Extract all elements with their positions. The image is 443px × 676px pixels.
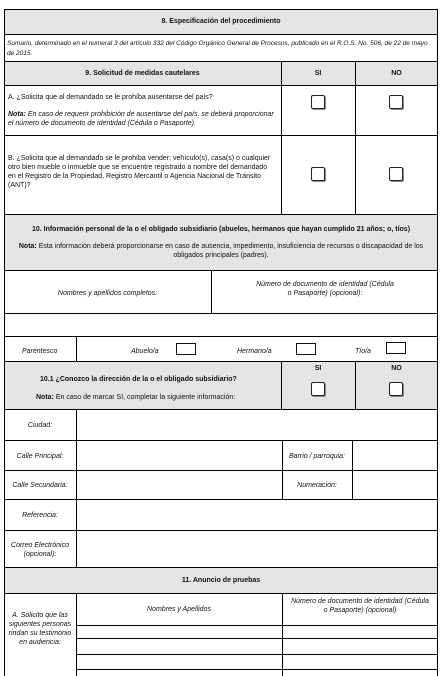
ciudad-label: Ciudad: [27, 422, 53, 429]
names-label: Nombres y apellidos completos: [57, 290, 158, 297]
witness-name-input-3[interactable] [78, 656, 281, 668]
numeracion-label: Numeración: [297, 482, 337, 489]
calle-secundaria-label: Calle Secundaria: [12, 482, 68, 489]
numeracion-input[interactable] [354, 472, 436, 498]
tio-label: Tío/a [355, 348, 371, 355]
question-b-si-checkbox[interactable] [311, 167, 325, 181]
correo-input[interactable] [78, 532, 436, 567]
tio-checkbox[interactable] [386, 342, 406, 354]
calle-principal-input[interactable] [78, 442, 281, 469]
witness-document-input-3[interactable] [284, 656, 436, 668]
section-10-1-si-header: SI [314, 365, 322, 372]
witness-document-input-2[interactable] [284, 640, 436, 653]
question-b-no-checkbox[interactable] [389, 167, 403, 181]
abuelo-label: Abuelo/a [131, 348, 159, 355]
section-11-title: 11. Anuncio de pruebas [181, 577, 261, 584]
abuelo-checkbox[interactable] [176, 343, 196, 355]
section-10-note: Nota: Esta información deberá proporcionarse en caso de ausencia, impedimento, insuficiencia de recursos o discapacidad de los obligados principales (padres). [18, 243, 424, 259]
section-10-1-title: 10.1 ¿Conozco la dirección de la o el obligado subsidiario? [40, 376, 237, 383]
barrio-input[interactable] [354, 442, 436, 469]
section-8-text: Sumario, determinado en el numeral 3 del artículo 332 del Código Orgánico General de Procesos, publicado en el R.O.S. No. 506, de 22 de mayo de 2015. [7, 40, 428, 57]
witness-request-label: A. Solicito que las siguientes personas rindan su testimonio en audiencia: [8, 612, 72, 646]
question-a-no-checkbox[interactable] [389, 95, 403, 109]
question-a-text: A. ¿Solicita que al demandado se le prohíba ausentarse del país? [8, 94, 213, 101]
names-input[interactable] [6, 315, 436, 335]
section-10-1-note: Nota: En caso de marcar SI, completar la siguiente información: [36, 394, 236, 401]
hermano-checkbox[interactable] [296, 343, 316, 355]
parentesco-label: Parentesco [22, 348, 58, 355]
barrio-label: Barrio / parroquia: [288, 453, 346, 460]
section-10-title: 10. Información personal de la o el obligado subsidiario (abuelos, hermanos que hayan cumplido 21 años; o, tíos) [31, 226, 411, 233]
witness-name-input-2[interactable] [78, 640, 281, 653]
section-9-title: 9. Solicitud de medidas cautelares [85, 70, 200, 77]
section-9-si-header: SI [314, 70, 322, 77]
calle-principal-label: Calle Principal: [16, 453, 64, 460]
referencia-input[interactable] [78, 501, 436, 529]
section-10-1-no-header: NO [391, 365, 402, 372]
question-b-text: B. ¿Solicita que al demandado se le prohíba vender: vehículo(s), casa(s) o cualquier otro bien mueble o inmueble que se encuentre registrado a nombre del demandado en el Registro de la Propiedad, Registro Mercantil o Agencia Nacional de Tránsito (ANT)? [8, 155, 271, 189]
correo-label: Correo Electrónico (opcional): [11, 542, 69, 558]
section-8-title: 8. Especificación del procedimiento [161, 18, 281, 25]
section-9-body [4, 85, 438, 215]
calle-secundaria-input[interactable] [78, 472, 281, 498]
question-a-note: Nota: En caso de requerir prohibición de ausentarse del país, se deberá proporcionar el número de documento de identidad (Cédula o Pasaporte). [8, 111, 274, 127]
section-9-no-header: NO [391, 70, 402, 77]
hermano-label: Hermano/a [237, 348, 272, 355]
question-a-si-checkbox[interactable] [311, 95, 325, 109]
witness-document-header: Número de documento de identidad (Cédula o Pasaporte) (opcional) [291, 598, 429, 614]
address-known-si-checkbox[interactable] [311, 382, 325, 396]
witness-document-input-1[interactable] [284, 627, 436, 637]
witness-names-header: Nombres y Apellidos [147, 606, 211, 613]
document-label: Número de documento de identidad (Cédula o Pasaporte) (opcional): [256, 281, 394, 297]
witness-name-input-1[interactable] [78, 627, 281, 637]
address-known-no-checkbox[interactable] [389, 382, 403, 396]
referencia-label: Referencia: [22, 512, 58, 519]
ciudad-input[interactable] [78, 411, 436, 439]
